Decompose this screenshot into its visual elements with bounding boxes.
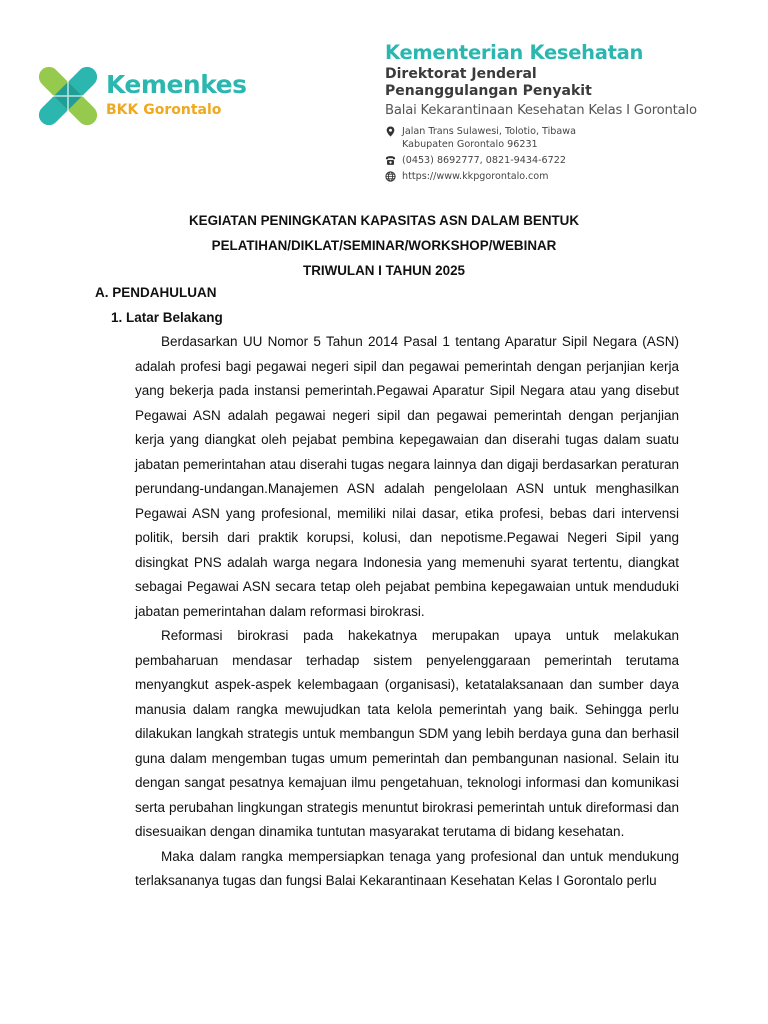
document-title bbox=[0, 208, 768, 283]
website-row bbox=[385, 170, 755, 183]
paragraph-2: Reformasi birokrasi pada hakekatnya merupakan upaya untuk melakukan pembaharuan mendasar terhadap sistem penyelenggaraan pemerintah terutama menyangkut aspek-aspek kelembagaan (organisasi), ketatalaksanaan dan sumber daya manusia dalam rangka mewujudkan tata kelola pemerintah yang baik. Sehingga perlu dilakukan langkah strategis untuk membangun SDM yang lebih berdaya guna dan berhasil guna dalam mengemban tugas umum pemerintah dan pembangunan nasional. Selain itu dengan sangat pesatnya kemajuan ilmu pengetahuan, teknologi informasi dan komunikasi serta perubahan lingkungan strategis menuntut birokrasi pemerintah untuk direformasi dan disesuaikan dengan dinamika tuntutan masyarakat terutama di bidang kesehatan. bbox=[135, 628, 679, 839]
address-row bbox=[385, 125, 755, 151]
brand-subtitle: BKK Gorontalo bbox=[106, 102, 222, 118]
brand-name: Kemenkes bbox=[106, 70, 247, 99]
organization-header bbox=[385, 40, 755, 186]
location-pin-icon bbox=[385, 126, 396, 137]
address-line-1: Jalan Trans Sulawesi, Tolotio, Tibawa bbox=[402, 126, 576, 137]
globe-icon bbox=[385, 171, 396, 182]
title-line-1: KEGIATAN PENINGKATAN KAPASITAS ASN DALAM BENTUK bbox=[188, 213, 580, 228]
title-line-2: PELATIHAN/DIKLAT/SEMINAR/WORKSHOP/WEBINAR bbox=[211, 238, 557, 253]
balai-name: Balai Kekarantinaan Kesehatan Kelas I Gorontalo bbox=[385, 103, 697, 118]
phone-number: (0453) 8692777, 0821-9434-6722 bbox=[402, 155, 566, 166]
section-heading-pendahuluan: A. PENDAHULUAN bbox=[95, 285, 217, 300]
website-link[interactable]: https://www.kkpgorontalo.com bbox=[402, 171, 549, 182]
brand bbox=[106, 70, 246, 120]
address-line-2: Kabupaten Gorontalo 96231 bbox=[402, 139, 538, 150]
telephone-icon bbox=[385, 155, 396, 166]
paragraph-3: Maka dalam rangka mempersiapkan tenaga yang profesional dan untuk mendukung terlaksananya tugas dan fungsi Balai Kekarantinaan Kesehatan Kelas I Gorontalo perlu bbox=[135, 848, 679, 888]
title-line-3: TRIWULAN I TAHUN 2025 bbox=[303, 263, 465, 278]
ministry-name: Kementerian Kesehatan bbox=[385, 41, 644, 64]
phone-row bbox=[385, 154, 755, 167]
contact-block bbox=[385, 125, 755, 183]
paragraph-1: Berdasarkan UU Nomor 5 Tahun 2014 Pasal 1 tentang Aparatur Sipil Negara (ASN) adalah profesi bagi pegawai negeri sipil dan pegawai pemerintah dengan perjanjian kerja yang bekerja pada instansi pemerintah.Pegawai Aparatur Sipil Negara atau yang disebut Pegawai ASN adalah pegawai negeri sipil dan pegawai pemerintah dengan perjanjian kerja yang diangkat oleh pejabat pembina kepegawaian dan diserahi tugas dalam suatu jabatan pemerintahan atau diserahi tugas negara lainnya dan digaji berdasarkan peraturan perundang-undangan.Manajemen ASN adalah pengelolaan ASN untuk menghasilkan Pegawai ASN yang profesional, memiliki nilai dasar, etika profesi, bebas dari intervensi politik, bersih dari praktik korupsi, kolusi, dan nepotisme.Pegawai Negeri Sipil yang disingkat PNS adalah warga negara Indonesia yang memenuhi syarat tertentu, diangkat sebagai Pegawai ASN secara tetap oleh pejabat pembina kepegawaian untuk menduduki jabatan pemerintahan dalam reformasi birokrasi. bbox=[135, 334, 679, 619]
body-text bbox=[135, 330, 679, 894]
directorate-line-2: Penanggulangan Penyakit bbox=[385, 83, 592, 99]
subsection-heading-latar-belakang: 1. Latar Belakang bbox=[111, 310, 223, 325]
kemenkes-logo-icon bbox=[28, 55, 108, 137]
directorate-line-1: Direktorat Jenderal bbox=[385, 66, 537, 82]
